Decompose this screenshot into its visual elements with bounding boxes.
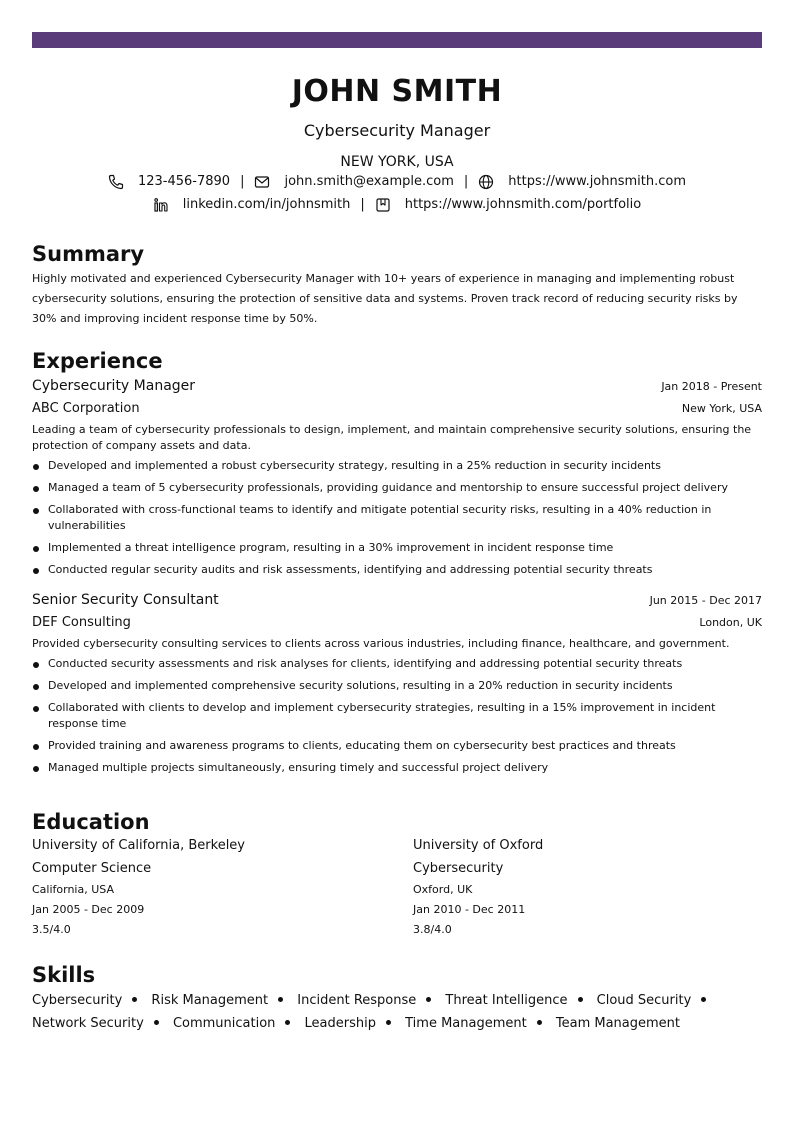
skill-item: Cloud Security — [596, 993, 692, 1008]
job-subheader — [32, 614, 762, 632]
list-item — [32, 458, 762, 474]
phone-number[interactable]: 123-456-7890 — [137, 174, 231, 189]
section-title-experience: Experience — [32, 349, 163, 373]
bullet-text: Collaborated with clients to develop and implement cybersecurity strategies, resulting in a 15% improvement in incident response time — [48, 701, 716, 730]
skill-item: Network Security — [32, 1016, 144, 1031]
email-icon — [254, 174, 270, 190]
job-company: DEF Consulting — [32, 615, 131, 630]
section-title-education: Education — [32, 810, 150, 834]
contact-row-secondary — [0, 196, 794, 214]
bullet-icon — [33, 662, 39, 668]
summary-text: Highly motivated and experienced Cybersecurity Manager with 10+ years of experience in managing and implementing robust cybersecurity solutions, ensuring the protection of sensitive data and systems. Proven track record of reducing security risks by 30% and improving incident response time by 50%. — [32, 272, 738, 325]
bullet-icon — [426, 997, 431, 1002]
portfolio-icon — [375, 197, 391, 213]
education-location: California, USA — [32, 883, 114, 896]
job-subheader — [32, 400, 762, 418]
section-title-skills: Skills — [32, 963, 96, 987]
candidate-name: JOHN SMITH — [291, 74, 503, 109]
bullet-icon — [132, 997, 137, 1002]
job-dates: Jan 2018 - Present — [661, 380, 762, 393]
job-dates: Jun 2015 - Dec 2017 — [649, 594, 762, 607]
education-location: Oxford, UK — [413, 883, 473, 896]
education-gpa: 3.5/4.0 — [32, 923, 71, 936]
summary-section — [32, 241, 762, 329]
list-item — [32, 700, 762, 732]
education-field: Cybersecurity — [413, 861, 504, 876]
skill-item: Time Management — [405, 1016, 527, 1031]
bullet-text: Managed multiple projects simultaneously, ensuring timely and successful project delivery — [48, 761, 549, 774]
list-item — [32, 562, 762, 578]
job-header — [32, 376, 762, 396]
linkedin-icon — [153, 197, 169, 213]
skills-list — [32, 989, 762, 1035]
job-entry — [32, 376, 762, 578]
list-item — [32, 480, 762, 496]
bullet-icon — [537, 1020, 542, 1025]
list-item — [32, 678, 762, 694]
list-item — [32, 760, 762, 776]
job-location: New York, USA — [681, 402, 762, 415]
bullet-icon — [33, 684, 39, 690]
bullet-icon — [33, 744, 39, 750]
job-description: Provided cybersecurity consulting services to clients across various industries, including finance, healthcare, and government. — [32, 637, 730, 650]
bullet-icon — [278, 997, 283, 1002]
job-entry — [32, 590, 762, 776]
list-item — [32, 738, 762, 754]
skill-item: Incident Response — [297, 993, 417, 1008]
separator: | — [463, 174, 469, 189]
bullet-text: Collaborated with cross-functional teams to identify and mitigate potential security risks, resulting in a 40% reduction in vulnerabilities — [48, 503, 712, 532]
skill-item: Risk Management — [151, 993, 269, 1008]
section-title-summary: Summary — [32, 242, 145, 266]
bullet-text: Implemented a threat intelligence program, resulting in a 30% improvement in incident response time — [48, 541, 614, 554]
job-location: London, UK — [699, 616, 762, 629]
list-item — [32, 502, 762, 534]
list-item — [32, 656, 762, 672]
skill-item: Leadership — [304, 1016, 376, 1031]
bullet-icon — [33, 486, 39, 492]
separator: | — [360, 197, 365, 212]
bullet-text: Managed a team of 5 cybersecurity professionals, providing guidance and mentorship to ensure successful project delivery — [48, 481, 728, 494]
bullet-icon — [154, 1020, 159, 1025]
job-header — [32, 590, 762, 610]
job-bullets — [32, 458, 762, 578]
skill-item: Team Management — [555, 1016, 681, 1031]
bullet-icon — [33, 706, 39, 712]
job-description: Leading a team of cybersecurity professionals to design, implement, and maintain comprehensive security solutions, ensuring the protection of company assets and data. — [32, 423, 752, 452]
skill-item: Cybersecurity — [32, 993, 123, 1008]
education-entry — [32, 837, 362, 938]
bullet-icon — [33, 568, 39, 574]
job-title: Cybersecurity Manager — [32, 378, 196, 394]
bullet-icon — [33, 464, 39, 470]
bullet-icon — [33, 766, 39, 772]
education-entry — [413, 837, 743, 938]
education-field: Computer Science — [32, 861, 152, 876]
education-dates: Jan 2005 - Dec 2009 — [32, 903, 145, 916]
education-section — [32, 809, 762, 949]
contact-row-primary — [0, 173, 794, 191]
job-title: Senior Security Consultant — [32, 592, 219, 608]
bullet-text: Developed and implemented comprehensive security solutions, resulting in a 20% reduction in security incidents — [48, 679, 673, 692]
education-school: University of California, Berkeley — [32, 838, 245, 853]
education-gpa: 3.8/4.0 — [413, 923, 452, 936]
globe-icon — [478, 174, 494, 190]
portfolio-link[interactable]: https://www.johnsmith.com/portfolio — [404, 197, 642, 212]
skills-section — [32, 962, 762, 1035]
accent-bar — [32, 32, 762, 48]
candidate-role: Cybersecurity Manager — [303, 121, 491, 140]
bullet-icon — [578, 997, 583, 1002]
list-item — [32, 540, 762, 556]
linkedin-link[interactable]: linkedin.com/in/johnsmith — [182, 197, 351, 212]
website-link[interactable]: https://www.johnsmith.com — [508, 174, 687, 189]
education-dates: Jan 2010 - Dec 2011 — [413, 903, 526, 916]
bullet-text: Conducted security assessments and risk analyses for clients, identifying and addressing potential security threats — [48, 657, 683, 670]
bullet-text: Provided training and awareness programs to clients, educating them on cybersecurity best practices and threats — [48, 739, 676, 752]
candidate-location: NEW YORK, USA — [340, 154, 454, 170]
bullet-icon — [33, 546, 39, 552]
email-link[interactable]: john.smith@example.com — [284, 174, 454, 189]
bullet-icon — [386, 1020, 391, 1025]
job-company: ABC Corporation — [32, 401, 140, 416]
bullet-icon — [701, 997, 706, 1002]
job-bullets — [32, 656, 762, 776]
bullet-icon — [33, 508, 39, 514]
education-school: University of Oxford — [413, 838, 544, 853]
experience-section — [32, 348, 762, 782]
bullet-text: Developed and implemented a robust cybersecurity strategy, resulting in a 25% reduction in security incidents — [48, 459, 661, 472]
skill-item: Communication — [172, 1016, 276, 1031]
phone-icon — [108, 174, 124, 190]
separator: | — [240, 174, 245, 189]
bullet-icon — [285, 1020, 290, 1025]
skill-item: Threat Intelligence — [445, 993, 568, 1008]
bullet-text: Conducted regular security audits and risk assessments, identifying and addressing potential security threats — [48, 563, 653, 576]
